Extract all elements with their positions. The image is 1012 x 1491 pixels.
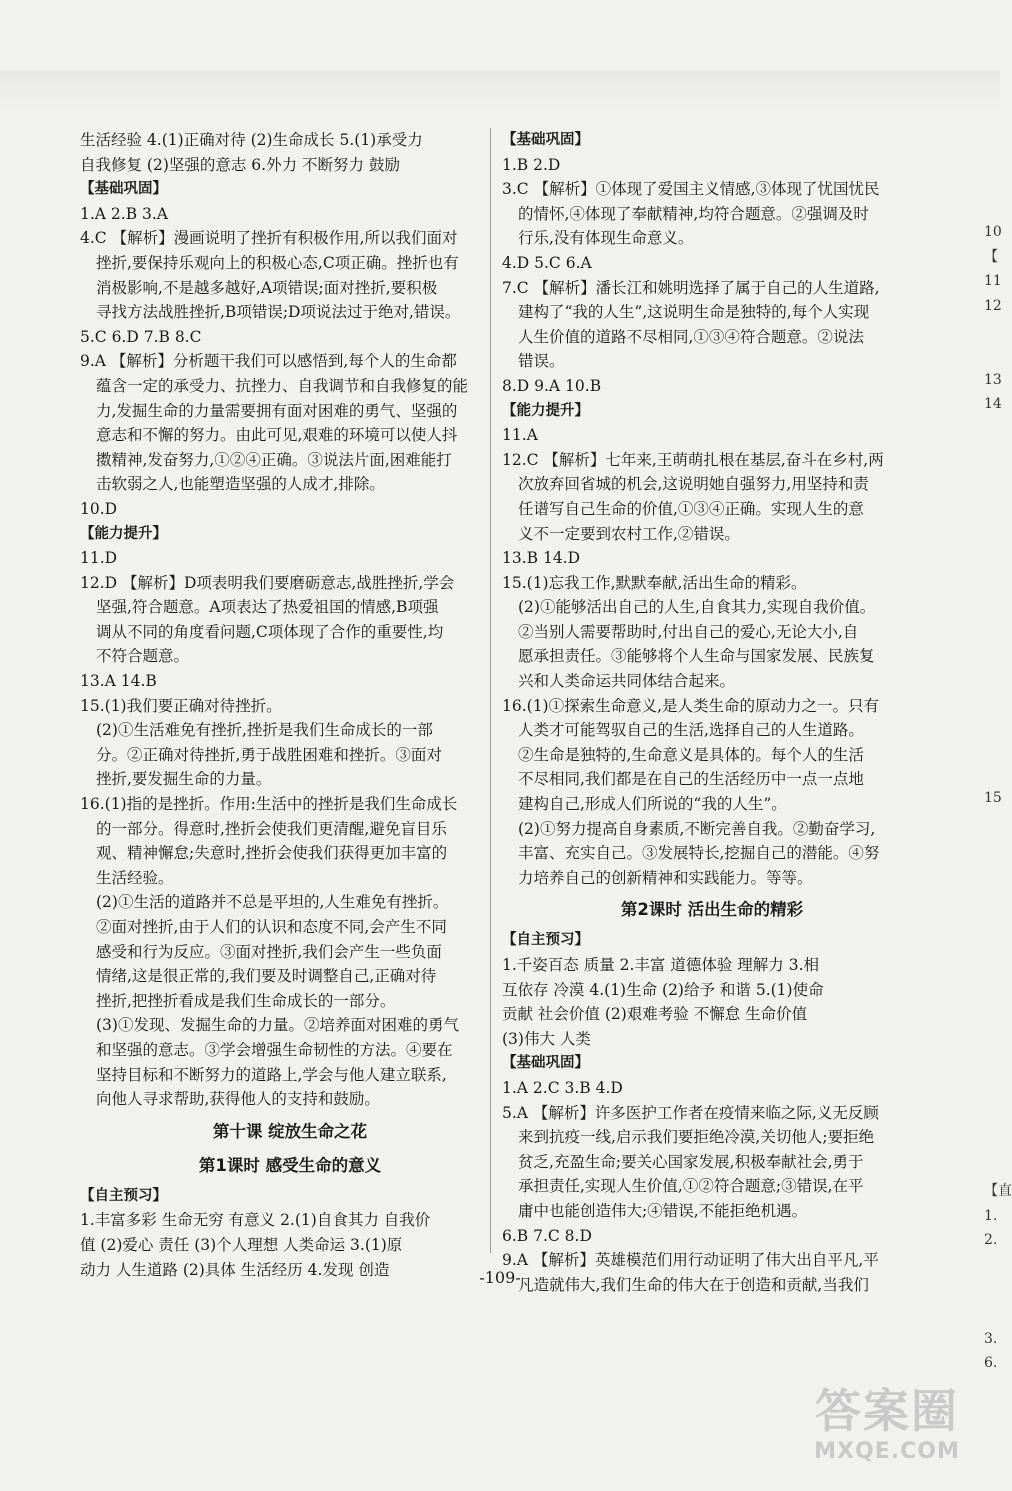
right-fragment-line [984,1302,1000,1327]
right-fragment-line [984,343,1000,368]
answer-line: 值 (2)爱心 责任 (3)个人理想 人类命运 3.(1)原 [80,1235,403,1254]
section-label: 【自主预习】 [80,1187,167,1204]
answer-line: 生活经验 4.(1)正确对待 (2)生命成长 5.(1)承受力 [80,131,423,149]
answer-line: 1.A 2.C 3.B 4.D [502,1078,623,1097]
answer-line: (2)①能够活出自己的人生,自食其力,实现自我价值。 [518,598,876,617]
answer-line: 感受和行为反应。③面对挫折,我们会产生一些负面 [96,942,442,961]
answer-line: 来到抗疫一线,启示我们要拒绝冷漠,关切他人;要拒绝 [518,1128,875,1147]
answer-line: 9.A 【解析】英雄模范们用行动证明了伟大出自平凡,平 [502,1251,879,1270]
watermark-url: MXQE.COM [814,1439,960,1464]
answer-line: 3.C 【解析】①体现了爱国主义情感,③体现了忧国忧民 [502,180,880,199]
right-fragment-line: 15 [984,789,1002,806]
lesson-heading: 第1课时 感受生命的意义 [198,1155,382,1175]
right-fragment-line [984,909,1000,934]
answer-line: 7.C 【解析】潘长江和姚明选择了属于自己的人生道路, [502,278,880,297]
right-fragment-line [984,687,1000,712]
section-label: 【基础巩固】 [502,1055,589,1072]
answer-line: 兴和人类命运共同体结合起来。 [518,672,736,691]
answer-line: 行乐,没有体现生命意义。 [518,229,694,248]
answer-line: 1.丰富多彩 生命无穷 有意义 2.(1)自食其力 自我价 [80,1211,431,1230]
answer-line: 挫折,要发掘生命的力量。 [96,770,272,789]
right-fragment-line [984,982,1000,1007]
answer-line: 15.(1)我们要正确对待挫折。 [80,696,282,715]
answer-line: (3)伟大 人类 [502,1029,591,1048]
watermark-logo: 答案圈 [815,1384,959,1438]
right-fragment-line [984,1155,1000,1180]
answer-line: 向他人寻求帮助,获得他人的支持和鼓励。 [96,1090,380,1109]
right-fragment-line [984,466,1000,491]
answer-line: 8.D 9.A 10.B [502,376,602,395]
answer-line: 次放弃回省城的机会,这说明她自强努力,用坚持和责 [518,475,869,494]
answer-line: 贫乏,充盈生命;要关心国家发展,积极奉献社会,勇于 [518,1152,864,1171]
answer-line: (3)①发现、发掘生命的力量。②培养面对困难的勇气 [96,1016,459,1035]
section-label: 【能力提升】 [80,525,167,542]
right-fragment-line: 12 [984,297,1002,314]
middle-column [502,128,922,1297]
right-fragment-line: 1. [984,1207,998,1224]
section-label: 【基础巩固】 [80,181,167,198]
lesson-heading: 第2课时 活出生命的精彩 [620,900,804,920]
answer-line: ②生命是独特的,生命意义是具体的。每个人的生活 [518,745,864,764]
right-fragment-line [984,441,1000,466]
answer-line: 自我修复 (2)坚强的意志 6.外力 不断努力 鼓励 [80,155,400,174]
answer-line: 13.B 14.D [502,549,581,568]
right-fragment-line [984,1056,1000,1081]
right-fragment-line [984,761,1000,786]
answer-line: 击软弱之人,也能塑造坚强的人成才,排除。 [96,475,385,494]
right-fragment-line [984,884,1000,909]
section-label: 【基础巩固】 [502,132,589,148]
answer-line: 寻找方法战胜挫折,B项错误;D项说法过于绝对,错误。 [96,303,461,322]
answer-line: 建构了“我的人生”,这说明生命是独特的,每个人实现 [518,303,870,322]
answer-line: 不符合题意。 [96,647,190,666]
answer-line: 1.A 2.B 3.A [80,204,168,223]
answer-line: 消极影响,不是越多越好,A项错误;面对挫折,要积极 [96,278,438,297]
right-fragment-line [984,1007,1000,1032]
right-fragment-line [984,835,1000,860]
answer-line: 力,发掘生命的力量需要拥有面对困难的勇气、坚强的 [96,401,458,420]
right-fragment-line: 14 [984,396,1002,413]
right-fragment-line [984,810,1000,835]
answer-line: (2)①努力提高自身素质,不断完善自我。②勤奋学习, [518,819,876,838]
answer-line: 凡造就伟大,我们生命的伟大在于创造和贡献,当我们 [518,1275,869,1294]
answer-line: 人生价值的道路不尽相同,①③④符合题意。②说法 [518,327,864,346]
right-fragment-line: 2. [984,1232,998,1249]
answer-line: 错误。 [518,352,565,371]
answer-line: 观、精神懈怠;失意时,挫折会使我们获得更加丰富的 [96,844,448,863]
answer-line: 动力 人生道路 (2)具体 生活经历 4.发现 创造 [80,1260,390,1279]
right-fragment-line [984,564,1000,589]
answer-line: 建构自己,形成人们所说的“我的人生”。 [518,795,787,814]
answer-line: 10.D [80,499,118,518]
right-fragment-line [984,712,1000,737]
answer-line: 蕴含一定的承受力、抗挫力、自我调节和自我修复的能 [96,376,469,395]
answer-line: 情绪,这是很正常的,我们要及时调整自己,正确对待 [96,967,437,986]
answer-line: 的情怀,④体现了奉献精神,均符合题意。②强调及时 [518,204,869,223]
answer-line: 人类才可能驾驭自己的生活,选择自己的人生道路。 [518,721,864,740]
answer-line: ②当别人需要帮助时,付出自己的爱心,无论大小,自 [518,622,859,641]
answer-line: 4.C 【解析】漫画说明了挫折有积极作用,所以我们面对 [80,229,458,248]
answer-line: 1.千姿百态 质量 2.丰富 道德体验 理解力 3.相 [502,956,820,974]
right-fragment-line [984,736,1000,761]
answer-line: 坚强,符合题意。A项表达了热爱祖国的情感,B项强 [96,598,439,617]
answer-line: 庸中也能创造伟大;④错误,不能拒绝机遇。 [518,1201,808,1220]
answer-line: 力培养自己的创新精神和实践能力。等等。 [518,868,813,887]
lesson-heading: 第十课 绽放生命之花 [212,1121,368,1141]
answer-line: 愿承担责任。③能够将个人生命与国家发展、民族复 [518,647,875,666]
scan-shadow [0,70,1000,110]
page-number: -109- [479,1268,521,1287]
right-fragment-line [984,318,1000,343]
right-fragment-line [984,1130,1000,1155]
answer-line: 贡献 社会价值 (2)艰难考验 不懈怠 生命价值 [502,1005,808,1024]
answer-line: 互依存 冷漠 4.(1)生命 (2)给予 和谐 5.(1)使命 [502,980,824,999]
answer-line: 5.C 6.D 7.B 8.C [80,327,202,346]
right-fragment-line [984,1081,1000,1106]
watermark [792,1383,982,1473]
right-column-fragment [984,220,1012,1376]
answer-line: 16.(1)①探索生命意义,是人类生命的原动力之一。只有 [502,696,880,715]
answer-line: ②面对挫折,由于人们的认识和态度不同,会产生不同 [96,918,447,936]
answer-line: 12.C 【解析】七年来,王萌萌扎根在基层,奋斗在乡村,两 [502,450,884,469]
answer-line: 擞精神,发奋努力,①②④正确。③说法片面,困难能打 [96,450,452,469]
right-fragment-line [984,540,1000,565]
answer-line: 承担责任,实现人生价值,①②符合题意;③错误,在平 [518,1177,864,1196]
right-fragment-line [984,491,1000,516]
right-fragment-line: 6. [984,1355,998,1372]
answer-line: 16.(1)指的是挫折。作用:生活中的挫折是我们生命成长 [80,795,458,814]
right-fragment-line [984,958,1000,983]
answer-line: 5.A 【解析】许多医护工作者在疫情来临之际,义无反顾 [502,1103,879,1122]
answer-line: 任谱写自己生命的价值,①③④正确。实现人生的意 [518,499,864,518]
right-fragment-line: 11 [984,273,1002,290]
right-fragment-line [984,1105,1000,1130]
answer-line: 挫折,把挫折看成是我们生命成长的一部分。 [96,991,396,1010]
answer-line: 9.A 【解析】分析题干我们可以感悟到,每个人的生命都 [80,352,457,371]
answer-line: 坚持目标和不断努力的道路上,学会与他人建立联系, [96,1065,447,1084]
answer-line: 11.D [80,549,118,568]
right-fragment-line [984,417,1000,442]
section-label: 【能力提升】 [502,402,589,419]
right-fragment-line: 10 [984,224,1002,240]
answer-line: 丰富、充实自己。③发展特长,挖掘自己的潜能。④努 [518,844,880,863]
right-fragment-line [984,614,1000,639]
answer-line: (2)①生活难免有挫折,挫折是我们生命成长的一部 [96,721,433,740]
right-fragment-line: 【直 [984,1183,1012,1200]
answer-line: 11.A [502,426,538,445]
answer-line: 的一部分。得意时,挫折会使我们更清醒,避免盲目乐 [96,819,447,838]
right-fragment-line: 3. [984,1330,998,1347]
answer-line: 1.B 2.D [502,155,561,174]
right-fragment-line: 13 [984,371,1002,388]
right-fragment-line: 【 [984,248,998,265]
answer-line: 12.D 【解析】D项表明我们要磨砺意志,战胜挫折,学会 [80,573,455,592]
answer-line: 4.D 5.C 6.A [502,253,592,272]
answer-line: 不尽相同,我们都是在自己的生活经历中一点一点地 [518,770,864,789]
right-fragment-line [984,1032,1000,1057]
right-fragment-line [984,859,1000,884]
right-fragment-line [984,589,1000,614]
answer-line: 分。②正确对待挫折,勇于战胜困难和挫折。③面对 [96,745,442,764]
right-fragment-line [984,515,1000,540]
answer-line: 和坚强的意志。③学会增强生命韧性的方法。④要在 [96,1040,453,1059]
answer-line: 6.B 7.C 8.D [502,1226,592,1245]
answer-line: 13.A 14.B [80,672,157,691]
answer-line: 调从不同的角度看问题,C项体现了合作的重要性,均 [96,622,444,641]
section-label: 【自主预习】 [502,932,589,949]
right-fragment-line [984,638,1000,663]
right-fragment-line [984,663,1000,688]
column-divider [490,128,491,1253]
left-column [80,128,500,1282]
answer-line: 义不一定要到农村工作,②错误。 [518,524,740,543]
right-fragment-line [984,933,1000,958]
answer-line: 生活经验。 [96,868,174,887]
answer-line: 意志和不懈的努力。由此可见,艰难的环境可以使人抖 [96,426,458,445]
answer-line: 15.(1)忘我工作,默默奉献,活出生命的精彩。 [502,573,807,592]
answer-line: 挫折,要保持乐观向上的积极心态,C项正确。挫折也有 [96,253,459,272]
answer-line: (2)①生活的道路并不总是平坦的,人生难免有挫折。 [96,893,449,912]
